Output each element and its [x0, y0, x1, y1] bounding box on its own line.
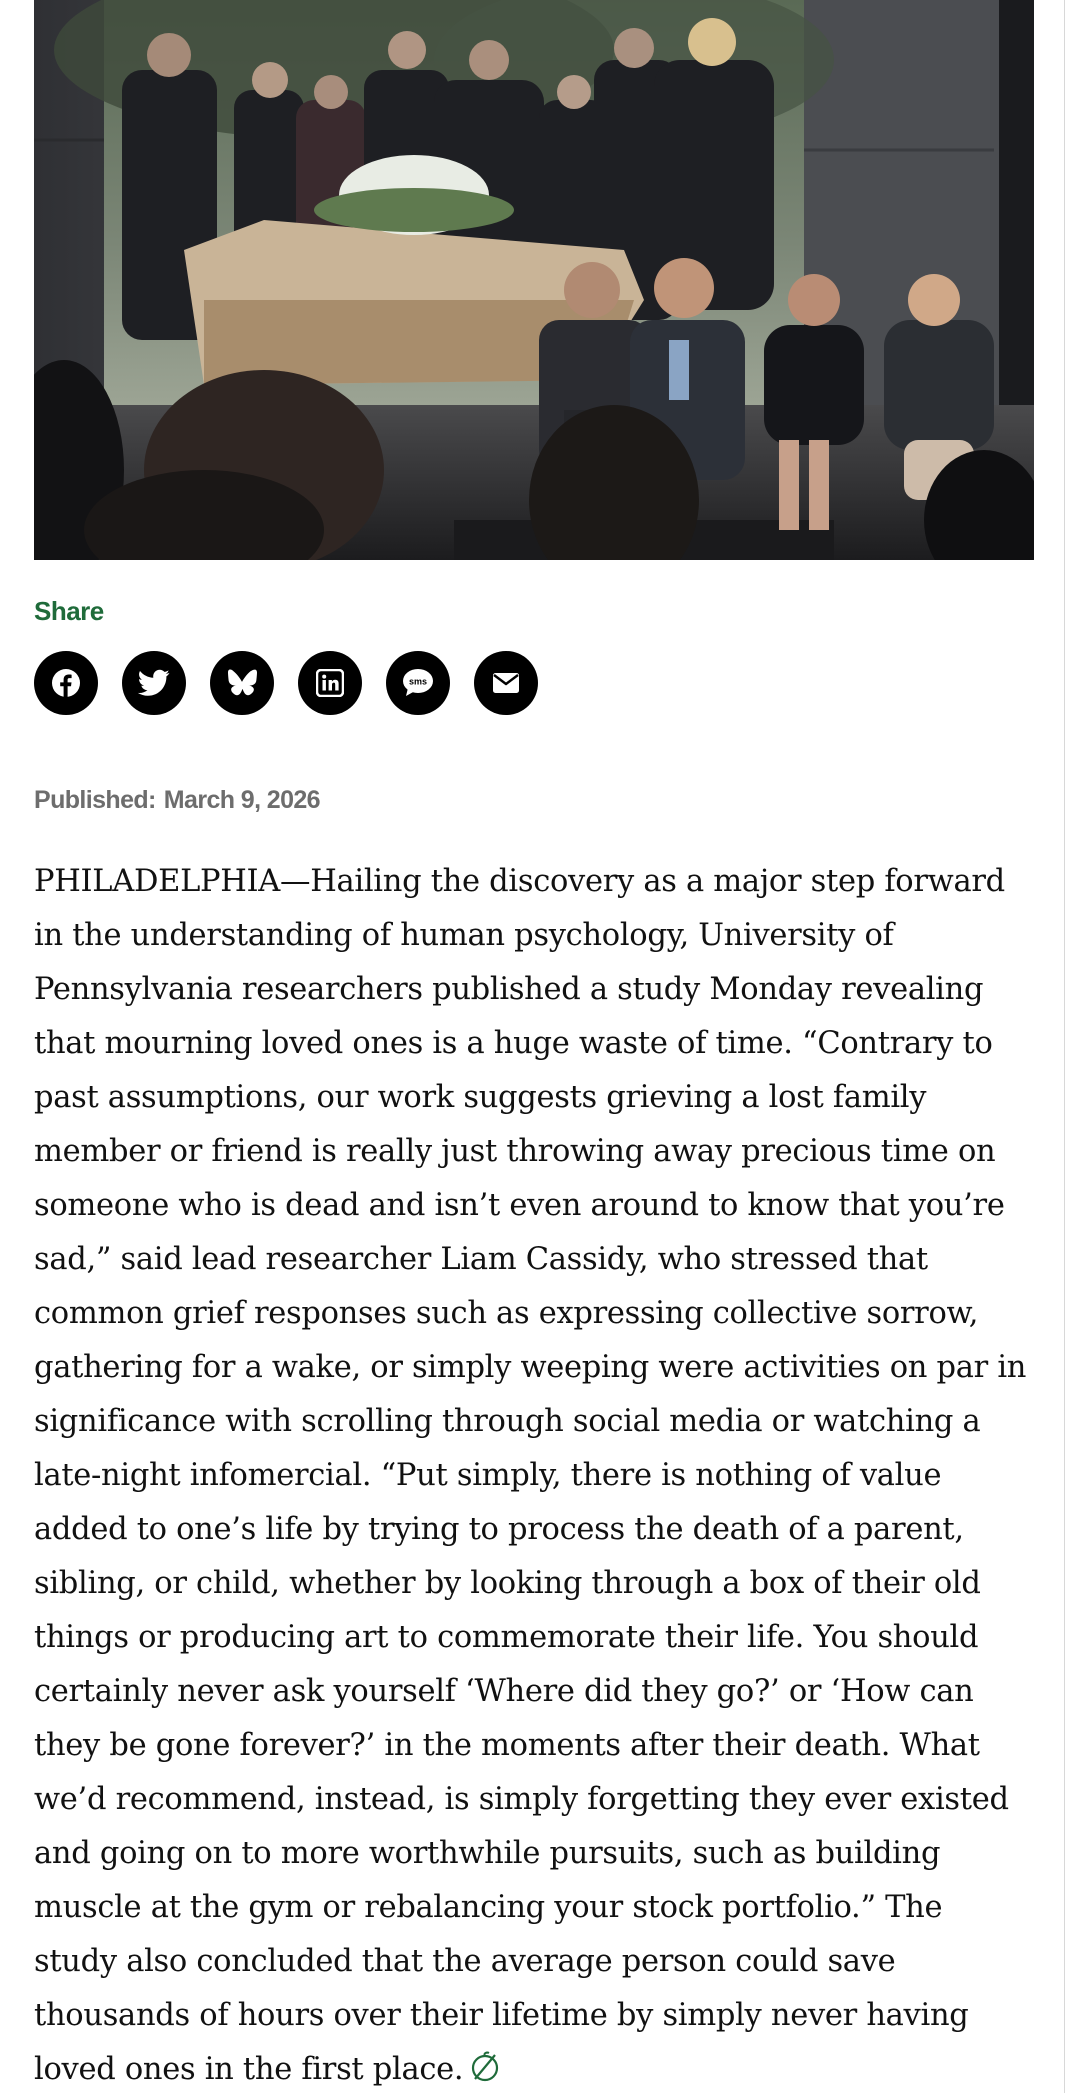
published-label: Published: [34, 786, 156, 814]
article-line: gathering for a wake, or simply weeping were activities on par in [34, 1350, 1027, 1385]
share-buttons [34, 651, 538, 715]
email-icon [492, 672, 520, 694]
article-line: sad,” said lead researcher Liam Cassidy, who stressed that [34, 1242, 928, 1277]
share-heading: Share [34, 596, 104, 626]
article-line: they be gone forever?’ in the moments after their death. What [34, 1728, 980, 1763]
page-right-border [1064, 0, 1077, 2093]
article-line: common grief responses such as expressing collective sorrow, [34, 1296, 979, 1331]
facebook-icon [51, 668, 81, 698]
share-email-button[interactable] [474, 651, 538, 715]
share-sms-button[interactable] [386, 651, 450, 715]
share-bluesky-button[interactable] [210, 651, 274, 715]
article-last-line [34, 2043, 1034, 2097]
hero-photo [34, 0, 1034, 560]
article-line: muscle at the gym or rebalancing your stock portfolio.” The [34, 1890, 943, 1925]
linkedin-icon [316, 669, 344, 697]
share-twitter-button[interactable] [122, 651, 186, 715]
article-line: member or friend is really just throwing away precious time on [34, 1134, 996, 1169]
article-line: study also concluded that the average person could save [34, 1944, 896, 1979]
published-date [34, 786, 320, 815]
article-line: and going on to more worthwhile pursuits, such as building [34, 1836, 941, 1871]
article-line: that mourning loved ones is a huge waste of time. “Contrary to [34, 1026, 993, 1061]
onion-end-mark-icon [469, 2051, 501, 2083]
article-line: certainly never ask yourself ‘Where did they go?’ or ‘How can [34, 1674, 974, 1709]
article-line: late-night infomercial. “Put simply, there is nothing of value [34, 1458, 942, 1493]
article-line: added to one’s life by trying to process the death of a parent, [34, 1512, 964, 1547]
article-line: significance with scrolling through social media or watching a [34, 1404, 981, 1439]
article-line: in the understanding of human psychology, University of [34, 918, 894, 953]
panel-discussion-photo [34, 0, 1034, 560]
article-line: we’d recommend, instead, is simply forgetting they ever existed [34, 1782, 1009, 1817]
published-value: March 9, 2026 [163, 786, 320, 814]
article-line: thousands of hours over their lifetime by simply never having [34, 1998, 969, 2033]
article-line: things or producing art to commemorate their life. You should [34, 1620, 979, 1655]
article-line: Pennsylvania researchers published a study Monday revealing [34, 972, 984, 1007]
article-line: PHILADELPHIA—Hailing the discovery as a major step forward [34, 864, 1005, 899]
article-line: someone who is dead and isn’t even around to know that you’re [34, 1188, 1005, 1223]
twitter-icon [138, 669, 170, 697]
share-linkedin-button[interactable] [298, 651, 362, 715]
article-line: past assumptions, our work suggests grieving a lost family [34, 1080, 927, 1115]
bluesky-icon [227, 669, 257, 697]
share-facebook-button[interactable] [34, 651, 98, 715]
article-body [34, 855, 1034, 2097]
sms-icon [402, 668, 434, 698]
svg-text:sms: sms [408, 676, 428, 687]
article-line: sibling, or child, whether by looking through a box of their old [34, 1566, 981, 1601]
article-line-text: loved ones in the first place. [34, 2052, 464, 2087]
